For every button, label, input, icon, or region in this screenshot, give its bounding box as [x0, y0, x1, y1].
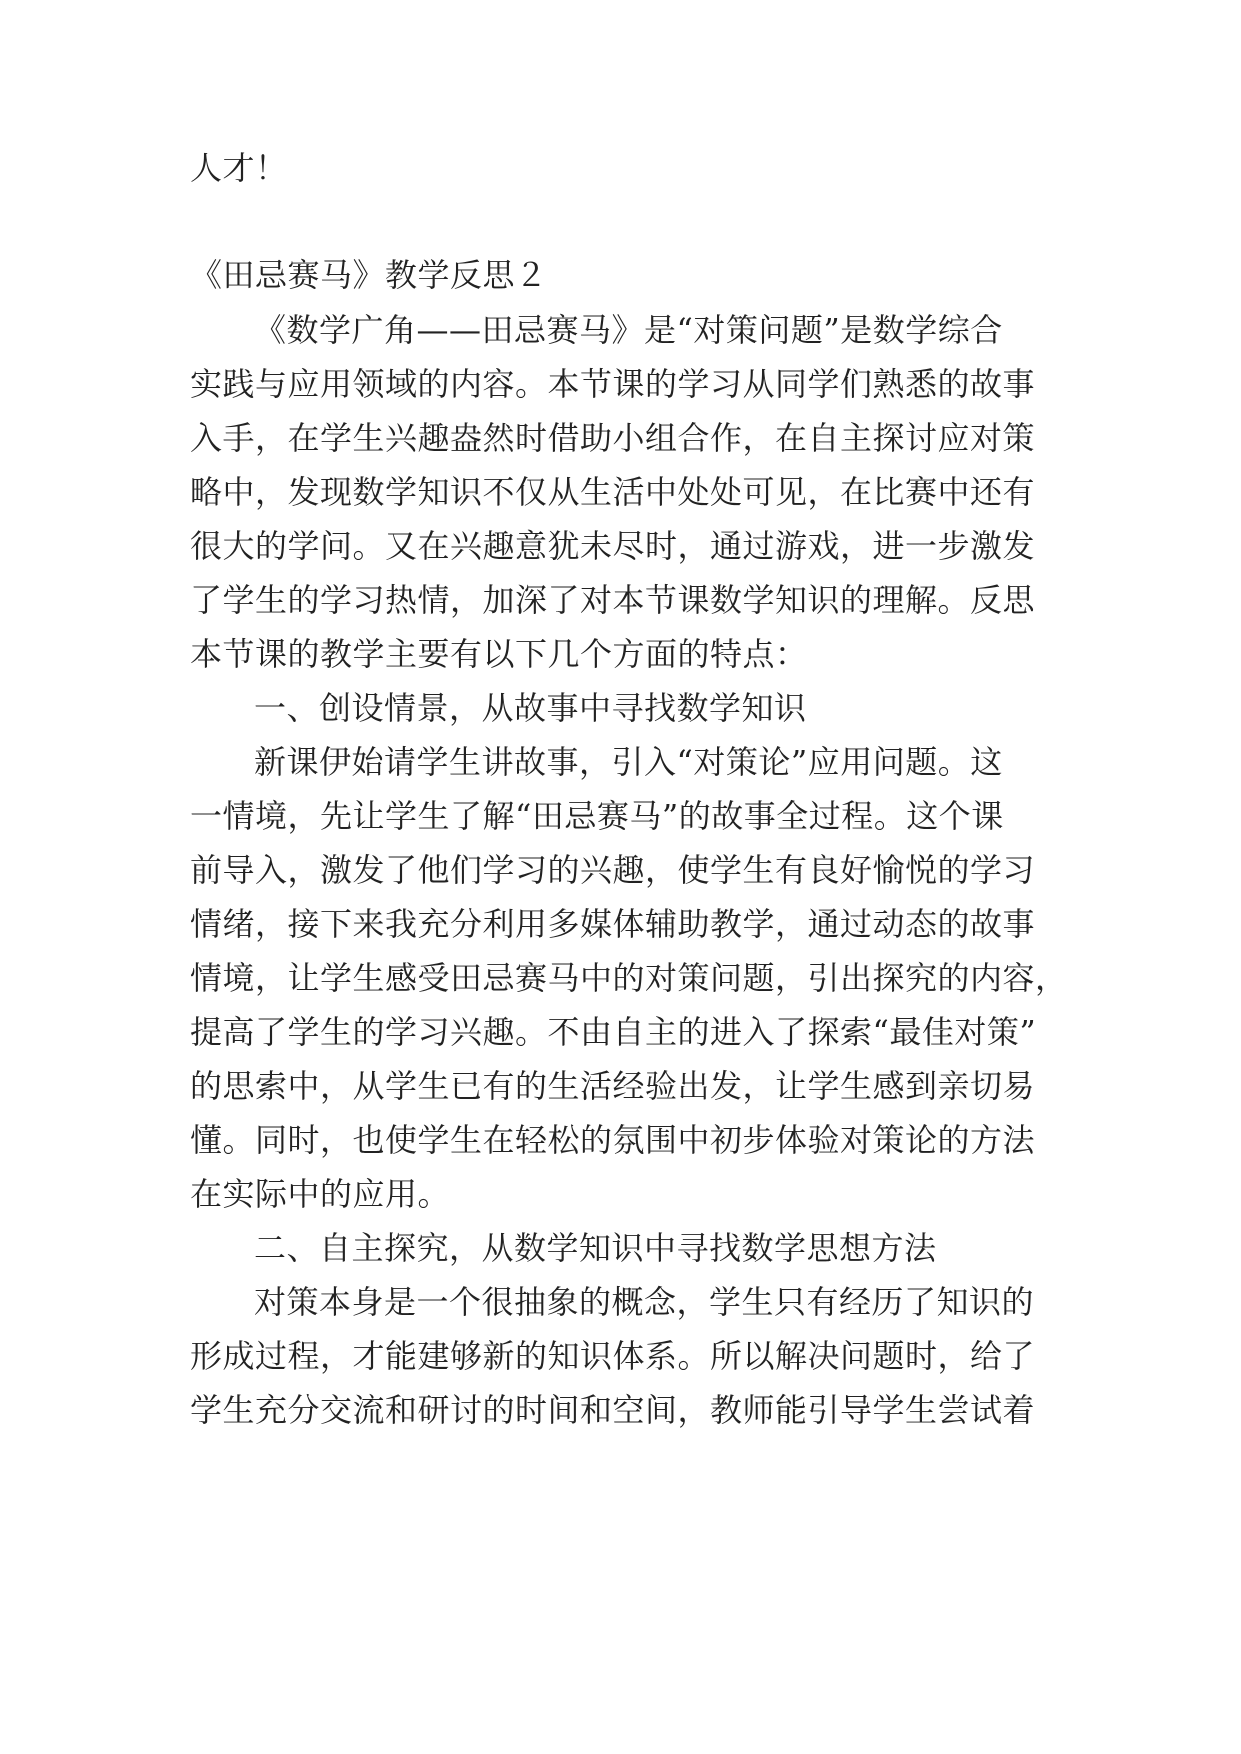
paragraph-line: 情境，让学生感受田忌赛马中的对策问题，引出探究的内容， [190, 959, 1068, 997]
section-heading: 一、创设情景，从故事中寻找数学知识 [254, 689, 807, 727]
paragraph-line: 在实际中的应用。 [190, 1175, 451, 1213]
paragraph-line: 形成过程，才能建够新的知识体系。所以解决问题时，给了 [190, 1337, 1036, 1375]
paragraph-line: 对策本身是一个很抽象的概念，学生只有经历了知识的 [254, 1283, 1035, 1321]
paragraph-line: 提高了学生的学习兴趣。不由自主的进入了探索“最佳对策” [190, 1013, 1037, 1051]
document-title: 《田忌赛马》教学反思２ [190, 256, 548, 294]
carryover-text: 人才！ [190, 149, 288, 187]
paragraph-line: 《数学广角——田忌赛马》是“对策问题”是数学综合 [254, 311, 1003, 349]
paragraph-line: 了学生的学习热情，加深了对本节课数学知识的理解。反思 [190, 581, 1036, 619]
paragraph-line: 懂。同时，也使学生在轻松的氛围中初步体验对策论的方法 [190, 1121, 1036, 1159]
paragraph-line: 实践与应用领域的内容。本节课的学习从同学们熟悉的故事 [190, 365, 1036, 403]
paragraph-line: 的思索中，从学生已有的生活经验出发，让学生感到亲切易 [190, 1067, 1036, 1105]
section-heading: 二、自主探究，从数学知识中寻找数学思想方法 [254, 1229, 937, 1267]
paragraph-line: 一情境，先让学生了解“田忌赛马”的故事全过程。这个课 [190, 797, 1004, 835]
paragraph-line: 略中，发现数学知识不仅从生活中处处可见，在比赛中还有 [190, 473, 1036, 511]
paragraph-line: 学生充分交流和研讨的时间和空间，教师能引导学生尝试着 [190, 1391, 1036, 1429]
paragraph-line: 入手，在学生兴趣盎然时借助小组合作，在自主探讨应对策 [190, 419, 1036, 457]
paragraph-line: 很大的学问。又在兴趣意犹未尽时，通过游戏，进一步激发 [190, 527, 1036, 565]
paragraph-line: 情绪，接下来我充分利用多媒体辅助教学，通过动态的故事 [190, 905, 1036, 943]
paragraph-line: 本节课的教学主要有以下几个方面的特点： [190, 635, 808, 673]
paragraph-line: 新课伊始请学生讲故事，引入“对策论”应用问题。这 [254, 743, 1003, 781]
paragraph-line: 前导入，激发了他们学习的兴趣，使学生有良好愉悦的学习 [190, 851, 1036, 889]
